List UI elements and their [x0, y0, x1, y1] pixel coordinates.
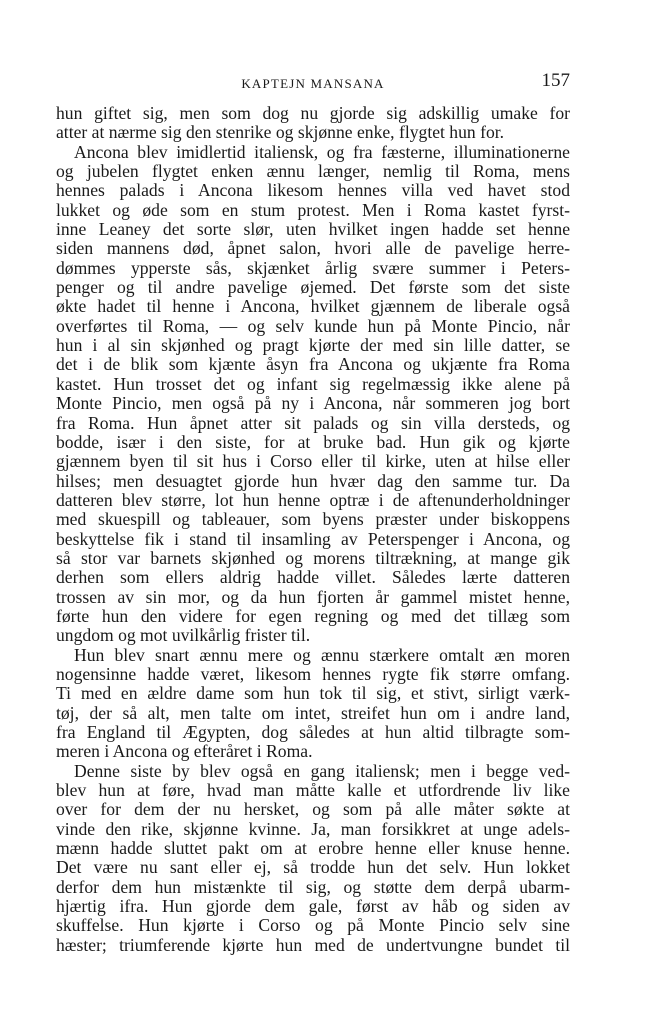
text-line: hun i al sin skjønhed og pragt kjørte der med sin lille datter, se: [56, 335, 570, 356]
text-line: fra Roma. Hun åpnet atter sit palads og sin villa dersteds, og: [56, 412, 570, 433]
text-line: med skuespill og tableauer, som byens præster under biskoppens: [56, 509, 570, 530]
running-title: KAPTEJN MANSANA: [241, 76, 385, 91]
text-line: fra England til Ægypten, dog således at hun altid tilbragte som-: [56, 722, 570, 742]
text-line: Ancona blev imidlertid italiensk, og fra fæsterne, illuminationerne: [74, 141, 570, 162]
text-line: siden mannens død, åpnet salon, hvori alle de pavelige herre-: [56, 238, 570, 259]
text-line: mænn hadde sluttet pakt om at erobre henne eller knuse henne.: [56, 838, 570, 859]
text-line: vinde den rike, skjønne kvinne. Ja, man forsikkret at unge adels-: [56, 818, 570, 839]
text-line: tøj, der så alt, men talte om intet, streifet hun om i andre land,: [56, 702, 570, 723]
text-line: Monte Pincio, men også på ny i Ancona, når sommeren jog bort: [56, 393, 570, 414]
text-line: nogensinne hadde været, likesom hennes rygte fik større omfang.: [56, 663, 570, 684]
text-line: blev hun at føre, hvad man måtte kalle et utfordrende liv like: [56, 780, 570, 801]
text-line: gjænnem byen til sit hus i Corso eller til kirke, uten at hilse eller: [56, 451, 570, 472]
text-line: hæster; triumferende kjørte hun med de undertvungne bundet til: [56, 934, 570, 955]
text-line: datteren blev større, lot hun henne optræ i de aftenunderholdninger: [56, 489, 570, 510]
page-number: 157: [541, 70, 570, 91]
text-line: og jubelen flygtet enken ænnu længer, nemlig til Roma, mens: [56, 161, 570, 182]
text-line: hjærtig ifra. Hun gjorde dem gale, først av håb og siden av: [56, 896, 570, 917]
text-line: hennes palads i Ancona likesom hennes villa ved havet stod: [56, 180, 570, 201]
text-line: førte hun den videre for egen regning og med det tillæg som: [56, 605, 570, 626]
text-line: over for dem der nu hersket, og som på alle måter søkte at: [56, 799, 570, 820]
text-line: atter at nærme sig den stenrike og skjønne enke, flygtet hun for.: [56, 122, 505, 143]
text-line: beskyttelse fik i stand til insamling av Peterspenger i Ancona, og: [56, 528, 570, 549]
text-line: bodde, især i den siste, for at bruke bad. Hun gik og kjørte: [56, 431, 570, 452]
text-line: dømmes ypperste sås, skjænket årlig svære summer i Peters-: [56, 257, 570, 278]
page-header: [56, 70, 570, 96]
text-line: økte hadet til henne i Ancona, hvilket gjænnem de liberale også: [56, 296, 570, 317]
text-line: Denne siste by blev også en gang italiensk; men i begge ved-: [74, 760, 570, 781]
text-line: penger og til andre pavelige øjemed. Det første som det siste: [56, 277, 570, 298]
text-line: Ti med en ældre dame som hun tok til sig, et stivt, sirligt værk-: [56, 683, 570, 704]
text-line: inne Leaney det sorte slør, uten hvilket ingen hadde set henne: [56, 219, 570, 240]
text-line: Hun blev snart ænnu mere og ænnu stærkere omtalt æn moren: [74, 644, 570, 665]
text-line: derhen som ellers aldrig hadde villet. Således lærte datteren: [56, 567, 570, 588]
text-line: hilses; men desuagtet gjorde hun hvær dag den samme tur. Da: [56, 470, 570, 491]
text-line: skuffelse. Hun kjørte i Corso og på Monte Pincio selv sine: [56, 915, 570, 936]
text-line: det i de blik som kjænte åsyn fra Ancona og ukjænte fra Roma: [56, 354, 570, 375]
text-line: meren i Ancona og efteråret i Roma.: [56, 741, 313, 762]
body-text: [56, 104, 570, 955]
text-line: trossen av sin mor, og da hun fjorten år gammel mistet henne,: [56, 586, 570, 607]
text-line: Det være nu sant eller ej, så trodde hun det selv. Hun lokket: [56, 857, 570, 878]
text-line: hun giftet sig, men som dog nu gjorde sig adskillig umake for: [56, 103, 570, 123]
text-line: ungdom og mot uvilkårlig frister til.: [56, 625, 311, 646]
text-line: så stor var barnets skjønhed og morens tiltrækning, at mange gik: [56, 547, 570, 568]
text-line: overførtes til Roma, — og selv kunde hun på Monte Pincio, når: [56, 315, 570, 336]
text-line: lukket og øde som en stum protest. Men i Roma kastet fyrst-: [56, 199, 570, 220]
text-line: derfor dem hun mistænkte til sig, og støtte dem derpå ubarm-: [56, 876, 570, 897]
text-line: kastet. Hun trosset det og infant sig regelmæssig ikke alene på: [56, 373, 570, 394]
